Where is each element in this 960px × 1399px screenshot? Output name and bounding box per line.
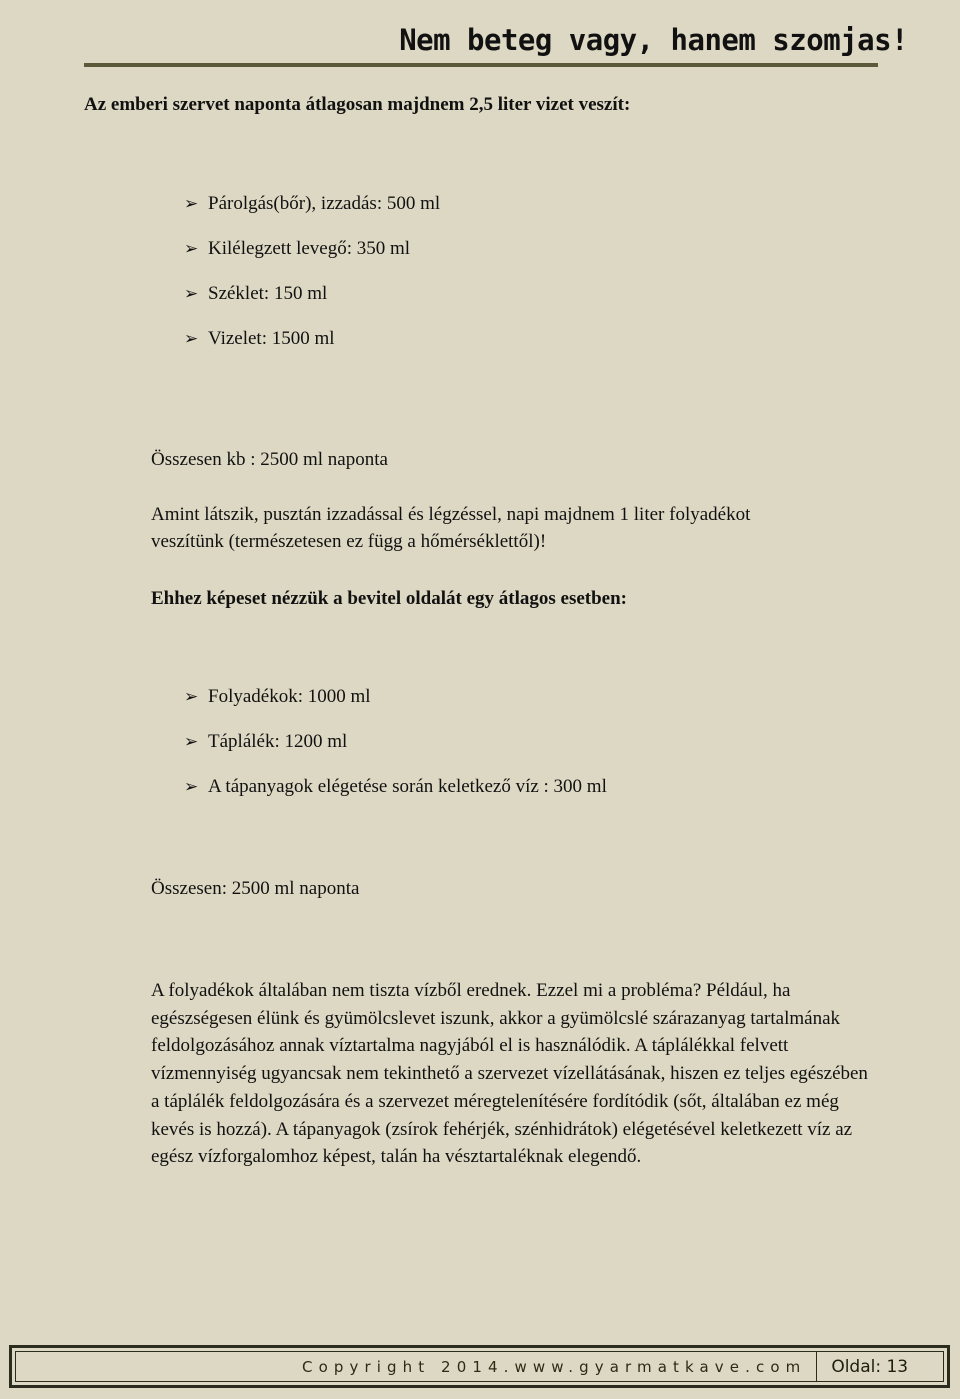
list-item: ➢ Széklet: 150 ml	[184, 281, 440, 326]
arrow-bullet-icon: ➢	[184, 732, 199, 751]
footer-copyright: Copyright 2014.www.gyarmatkave.com	[302, 1357, 807, 1376]
list-item: ➢ Vizelet: 1500 ml	[184, 326, 440, 371]
list-item: ➢ Kilélegzett levegő: 350 ml	[184, 236, 440, 281]
list-item: ➢ Folyadékok: 1000 ml	[184, 684, 607, 729]
list-item: ➢ A tápanyagok elégetése során keletkező víz : 300 ml	[184, 774, 607, 819]
list-item: ➢ Táplálék: 1200 ml	[184, 729, 607, 774]
page-title: Nem beteg vagy, hanem szomjas!	[399, 23, 908, 57]
loss-note-line-2: veszítünk (természetesen ez függ a hőmérséklettől)!	[151, 531, 547, 552]
loss-total: Összesen kb : 2500 ml naponta	[151, 449, 388, 470]
intake-list	[184, 684, 607, 819]
arrow-bullet-icon: ➢	[184, 329, 199, 348]
list-item: ➢ Párolgás(bőr), izzadás: 500 ml	[184, 191, 440, 236]
intake-heading: Ehhez képeset nézzük a bevitel oldalát egy átlagos esetben:	[151, 588, 628, 609]
intro-heading: Az emberi szervet naponta átlagosan majdnem 2,5 liter vizet veszít:	[84, 94, 631, 115]
arrow-bullet-icon: ➢	[184, 284, 199, 303]
loss-note-line-1: Amint látszik, pusztán izzadással és légzéssel, napi majdnem 1 liter folyadékot	[151, 504, 751, 525]
arrow-bullet-icon: ➢	[184, 777, 199, 796]
intake-total: Összesen: 2500 ml naponta	[151, 878, 360, 899]
loss-list	[184, 191, 440, 371]
footer-divider	[816, 1352, 817, 1381]
footer-inner	[15, 1351, 944, 1382]
page-footer	[9, 1345, 950, 1388]
arrow-bullet-icon: ➢	[184, 194, 199, 213]
title-rule	[84, 63, 878, 67]
body-paragraph: A folyadékok általában nem tiszta vízből erednek. Ezzel mi a probléma? Például, ha egészségesen élünk és gyümölcslevet iszunk, akkor a gyümölcslé szárazanyag tartalmának feldolgozásához annak víztartalma nagyjából el is használódik. A táplálékkal felvett vízmennyiség ugyancsak nem tekinthető a szervezet vízellátásának, hiszen ez teljes egészében a táplálék feldolgozására és a szervezet méregtelenítésére fordítódik (sőt, általában ez még kevés is hozzá). A tápanyagok (zsírok fehérjék, szénhidrátok) elégetésével keletkezett víz az egész vízforgalomhoz képest, talán ha vésztartaléknak elegendő.	[151, 980, 868, 1168]
arrow-bullet-icon: ➢	[184, 239, 199, 258]
page-number: Oldal: 13	[831, 1356, 909, 1377]
arrow-bullet-icon: ➢	[184, 687, 199, 706]
